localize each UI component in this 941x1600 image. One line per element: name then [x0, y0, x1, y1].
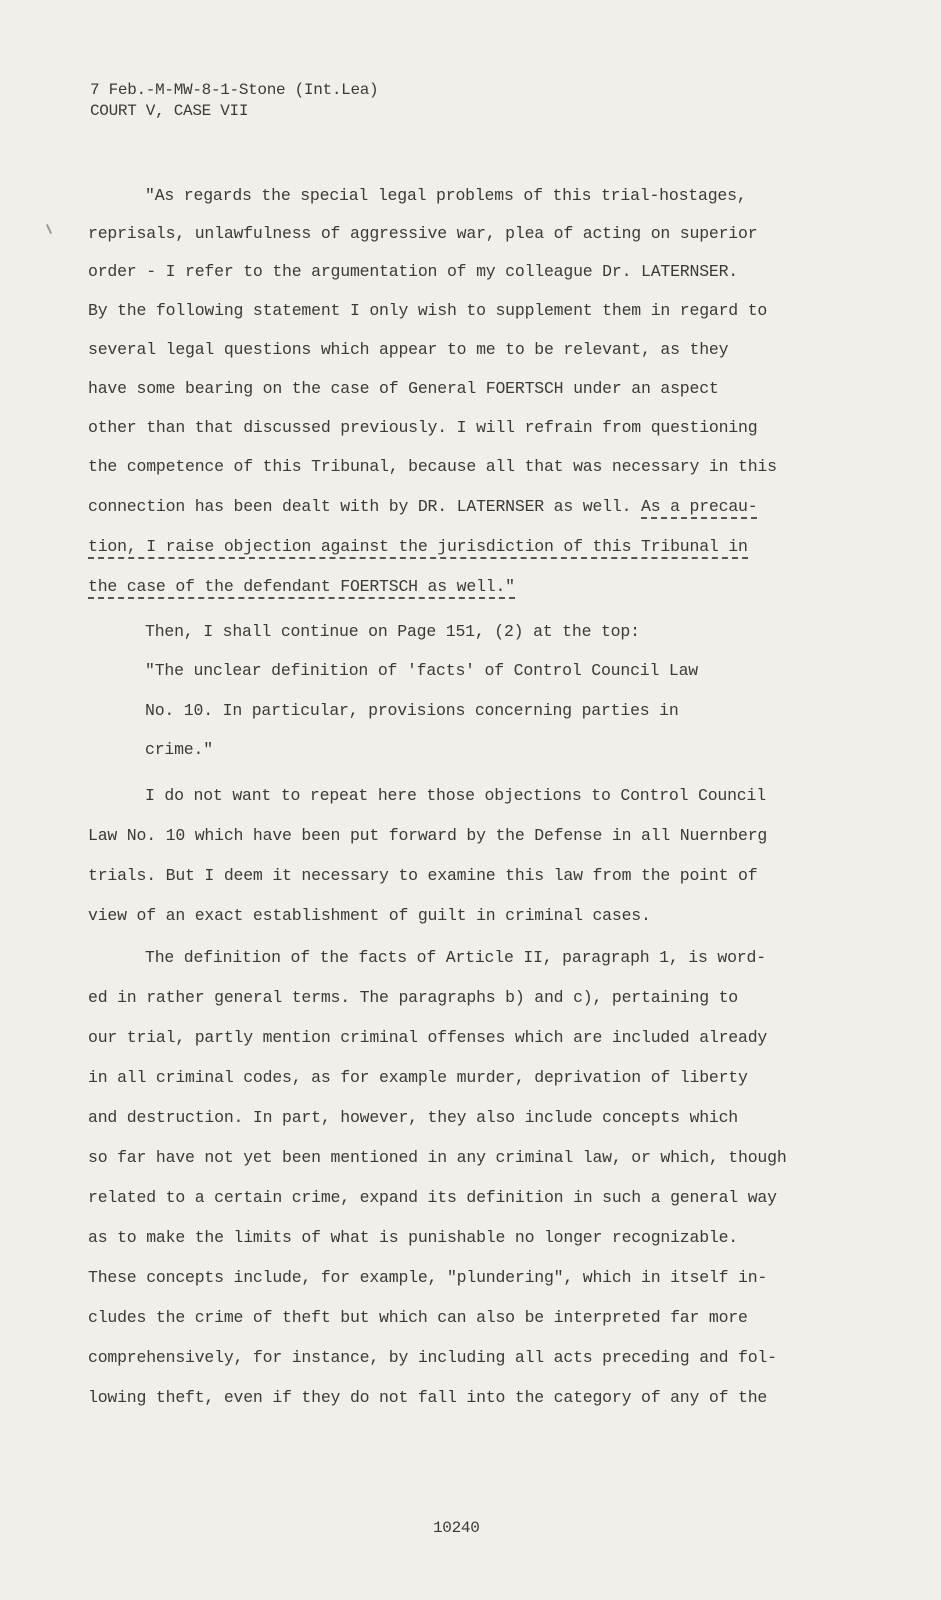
- text-line: These concepts include, for example, "plundering", which in itself in-: [88, 1268, 768, 1287]
- text-line: Law No. 10 which have been put forward by the Defense in all Nuernberg: [88, 826, 768, 845]
- quote-line: "The unclear definition of 'facts' of Control Council Law: [145, 661, 698, 680]
- header-line-court: COURT V, CASE VII: [90, 102, 249, 120]
- page-number: 10240: [433, 1519, 480, 1537]
- document-header: [90, 80, 378, 122]
- text-line: reprisals, unlawfulness of aggressive war, plea of acting on superior: [88, 224, 758, 243]
- quote-line: crime.": [145, 740, 213, 759]
- text-segment: connection has been dealt with by DR. LATERNSER as well.: [88, 497, 632, 516]
- underlined-text: As a precau-: [641, 497, 757, 519]
- underlined-line: tion, I raise objection against the jurisdiction of this Tribunal in: [88, 537, 748, 556]
- header-line-reference: 7 Feb.-M-MW-8-1-Stone (Int.Lea): [90, 81, 379, 99]
- text-line: ed in rather general terms. The paragraphs b) and c), pertaining to: [88, 988, 739, 1007]
- scan-mark: [46, 224, 52, 234]
- text-line: order - I refer to the argumentation of my colleague Dr. LATERNSER.: [88, 262, 739, 281]
- quote-line: No. 10. In particular, provisions concerning parties in: [145, 701, 679, 720]
- text-line: as to make the limits of what is punishable no longer recognizable.: [88, 1228, 739, 1247]
- text-line: other than that discussed previously. I will refrain from questioning: [88, 418, 758, 437]
- text-line: so far have not yet been mentioned in any criminal law, or which, though: [88, 1148, 787, 1167]
- text-line: have some bearing on the case of General FOERTSCH under an aspect: [88, 379, 719, 398]
- text-line: related to a certain crime, expand its definition in such a general way: [88, 1188, 777, 1207]
- text-line: trials. But I deem it necessary to examine this law from the point of: [88, 866, 758, 885]
- text-line: I do not want to repeat here those objections to Control Council: [145, 786, 766, 805]
- text-line: view of an exact establishment of guilt in criminal cases.: [88, 906, 651, 925]
- text-line: cludes the crime of theft but which can also be interpreted far more: [88, 1308, 748, 1327]
- text-line: [88, 497, 757, 516]
- text-line: several legal questions which appear to me to be relevant, as they: [88, 340, 729, 359]
- text-line: "As regards the special legal problems of this trial-hostages,: [145, 186, 747, 205]
- underlined-line: the case of the defendant FOERTSCH as well.": [88, 577, 515, 596]
- text-line: our trial, partly mention criminal offenses which are included already: [88, 1028, 768, 1047]
- text-line: Then, I shall continue on Page 151, (2) at the top:: [145, 622, 640, 641]
- text-line: the competence of this Tribunal, because all that was necessary in this: [88, 457, 777, 476]
- text-line: in all criminal codes, as for example murder, deprivation of liberty: [88, 1068, 748, 1087]
- text-line: lowing theft, even if they do not fall into the category of any of the: [88, 1388, 768, 1407]
- text-line: and destruction. In part, however, they also include concepts which: [88, 1108, 739, 1127]
- text-line: comprehensively, for instance, by including all acts preceding and fol-: [88, 1348, 777, 1367]
- text-line: By the following statement I only wish to supplement them in regard to: [88, 301, 768, 320]
- text-line: The definition of the facts of Article II, paragraph 1, is word-: [145, 948, 766, 967]
